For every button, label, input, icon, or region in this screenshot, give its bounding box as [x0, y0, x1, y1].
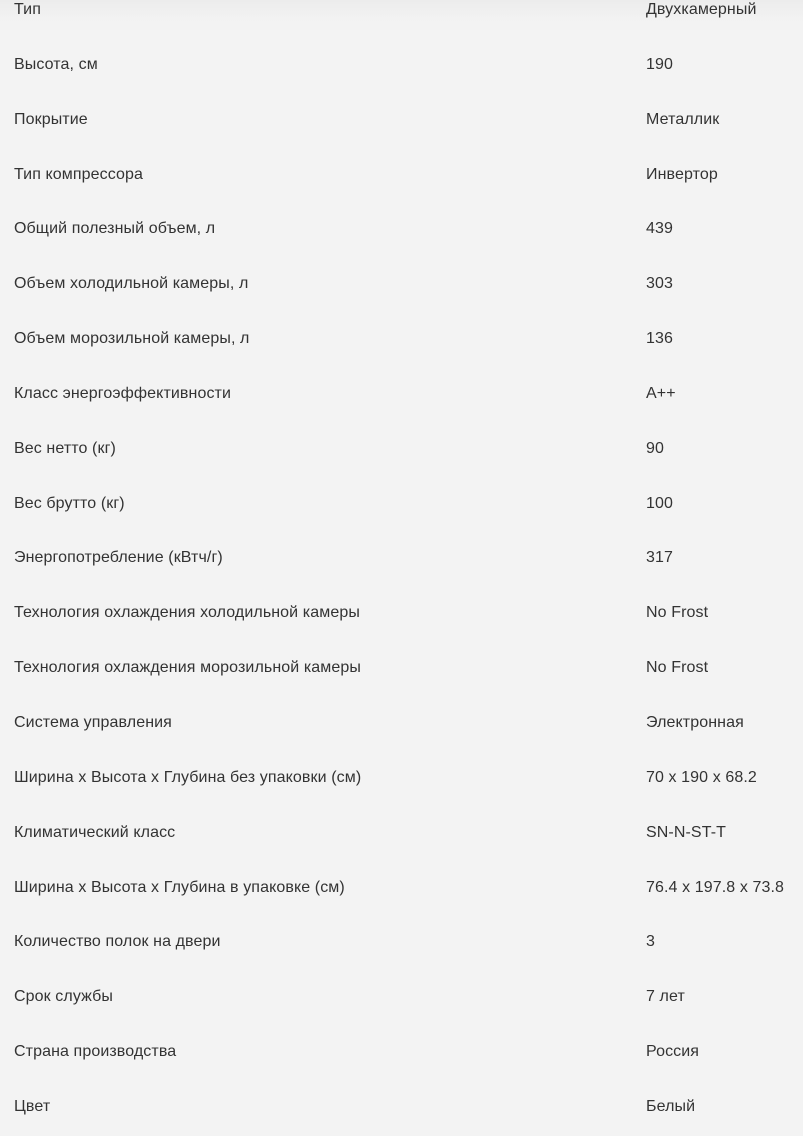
spec-row-service-life: [0, 971, 803, 1026]
spec-label: Вес нетто (кг): [14, 439, 116, 457]
spec-label: Тип компрессора: [14, 165, 144, 183]
spec-row-dimensions-unpacked: [0, 752, 803, 807]
spec-label: Цвет: [14, 1097, 51, 1115]
spec-row-country: [0, 1026, 803, 1081]
spec-label: Ширина x Высота x Глубина в упаковке (см): [14, 878, 345, 896]
spec-row-compressor-type: [0, 149, 803, 204]
spec-value: Белый: [646, 1097, 696, 1115]
spec-value: Электронная: [646, 713, 744, 731]
spec-label: Тип: [14, 1, 41, 18]
spec-value: 190: [646, 55, 673, 73]
spec-row-energy-consumption: [0, 532, 803, 587]
spec-label: Объем морозильной камеры, л: [14, 330, 250, 348]
spec-value: 7 лет: [646, 988, 685, 1006]
spec-row-freezer-cooling: [0, 642, 803, 697]
spec-label: Технология охлаждения холодильной камеры: [14, 604, 360, 622]
spec-row-freezer-volume: [0, 313, 803, 368]
spec-label: Общий полезный объем, л: [14, 220, 216, 238]
spec-value: 100: [646, 494, 673, 512]
spec-value: 70 x 190 x 68.2: [646, 768, 757, 786]
spec-row-climate-class: [0, 807, 803, 862]
spec-value: 90: [646, 439, 664, 457]
spec-label: Срок службы: [14, 988, 113, 1006]
spec-value: 136: [646, 330, 673, 348]
spec-label: Энергопотребление (кВтч/г): [14, 549, 223, 567]
spec-row-coating: [0, 94, 803, 149]
spec-value: Инвертор: [646, 165, 718, 183]
spec-row-control-system: [0, 697, 803, 752]
spec-label: Высота, см: [14, 55, 98, 73]
spec-value: 76.4 x 197.8 x 73.8: [646, 878, 785, 896]
spec-row-type: [0, 0, 803, 39]
spec-label: Технология охлаждения морозильной камеры: [14, 659, 361, 677]
spec-value: 317: [646, 549, 673, 567]
spec-row-fridge-cooling: [0, 587, 803, 642]
spec-value: A++: [646, 384, 676, 402]
spec-value: Двухкамерный: [646, 1, 757, 18]
spec-label: Ширина x Высота x Глубина без упаковки (см): [14, 768, 362, 786]
spec-label: Количество полок на двери: [14, 933, 221, 951]
spec-label: Покрытие: [14, 110, 88, 128]
spec-row-total-volume: [0, 203, 803, 258]
spec-value: SN-N-ST-T: [646, 823, 727, 841]
spec-row-color: [0, 1081, 803, 1136]
spec-value: 3: [646, 933, 655, 951]
spec-row-gross-weight: [0, 478, 803, 533]
spec-label: Вес брутто (кг): [14, 494, 125, 512]
spec-label: Система управления: [14, 713, 172, 731]
spec-row-dimensions-packed: [0, 862, 803, 917]
spec-row-door-shelves: [0, 916, 803, 971]
spec-value: No Frost: [646, 604, 709, 622]
spec-row-height: [0, 39, 803, 94]
spec-label: Класс энергоэффективности: [14, 384, 232, 402]
spec-value: 439: [646, 220, 673, 238]
spec-row-net-weight: [0, 423, 803, 478]
spec-label: Страна производства: [14, 1043, 177, 1061]
spec-value: No Frost: [646, 659, 709, 677]
spec-value: Металлик: [646, 110, 720, 128]
spec-label: Объем холодильной камеры, л: [14, 275, 249, 293]
spec-value: Россия: [646, 1043, 700, 1061]
spec-label: Климатический класс: [14, 823, 176, 841]
spec-value: 303: [646, 275, 673, 293]
spec-row-energy-class: [0, 368, 803, 423]
spec-row-fridge-volume: [0, 258, 803, 313]
